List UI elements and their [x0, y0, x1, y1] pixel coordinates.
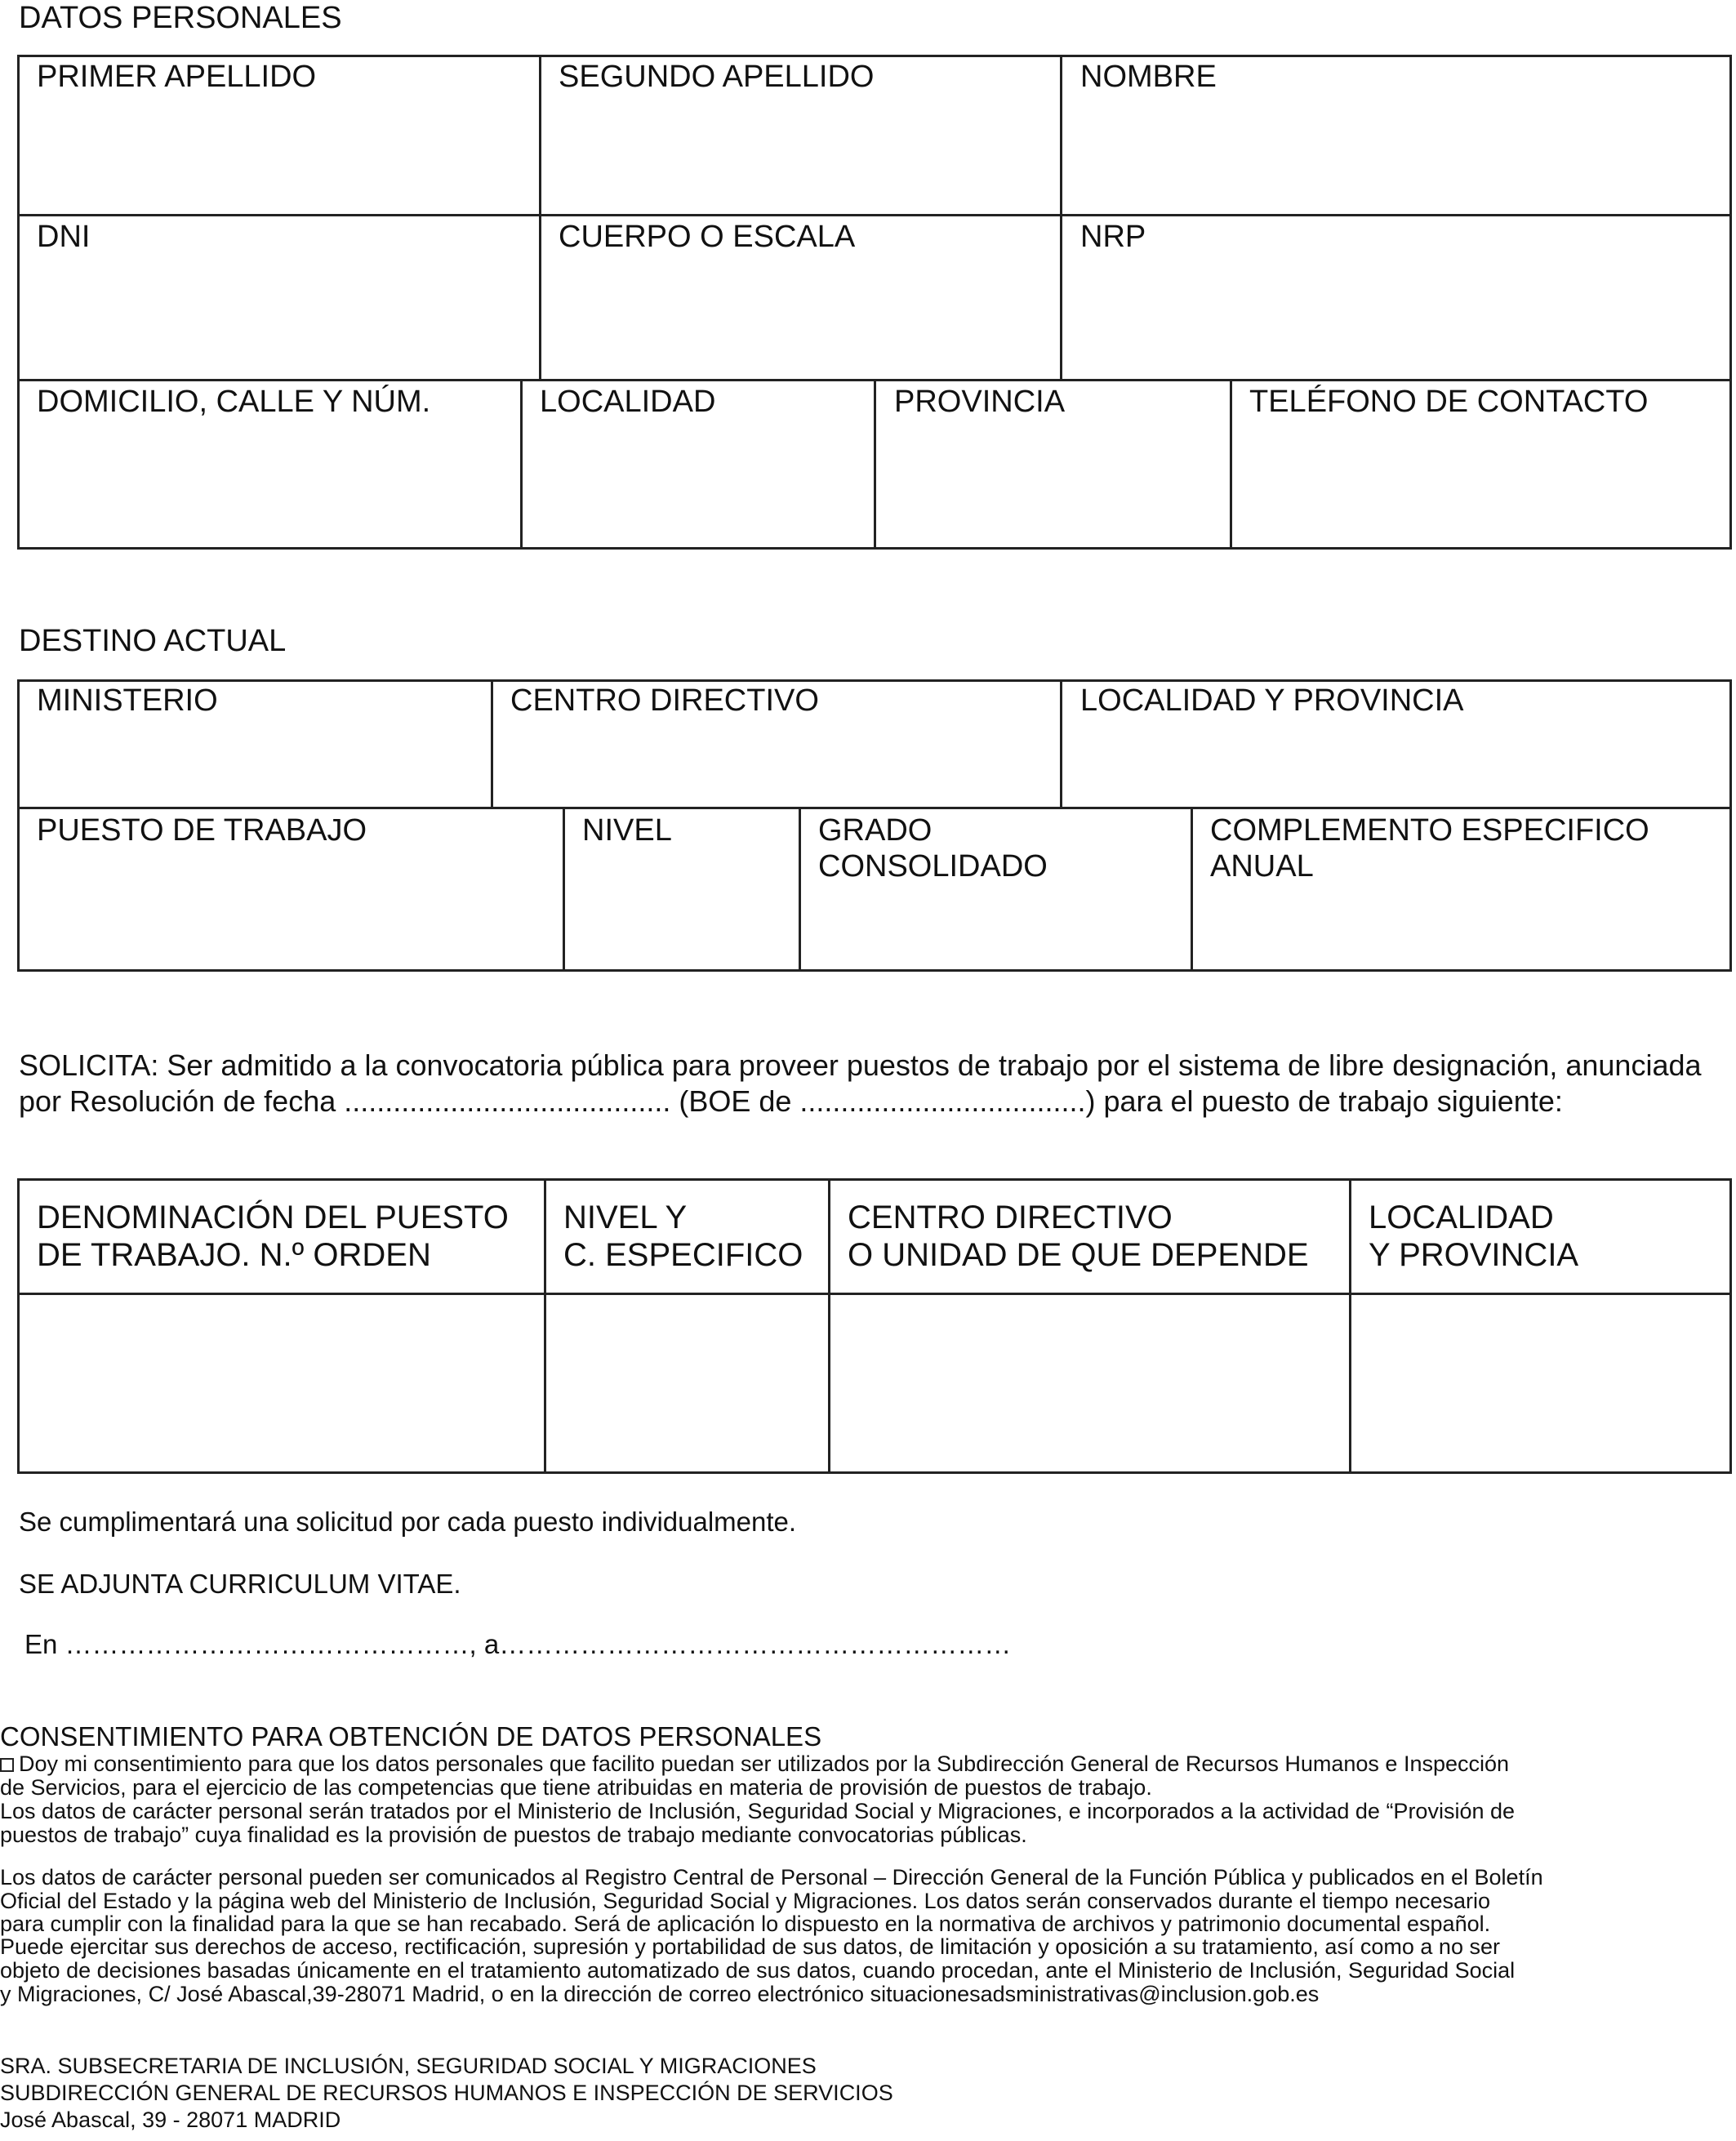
consent-paragraph2-line: para cumplir con la finalidad para la que se han recabado. Será de aplicación lo dispuesto en la normativa de archivos y patrimonio documental español.: [0, 1912, 1491, 1936]
col-divider: [491, 679, 493, 808]
field-complemento-label-line2: ANUAL: [1210, 849, 1314, 884]
col-divider: [874, 379, 876, 550]
field-complemento-label-line1: COMPLEMENTO ESPECIFICO: [1210, 813, 1649, 848]
field-localidad-provincia-label: LOCALIDAD Y PROVINCIA: [1080, 683, 1464, 718]
consent-checkbox-label: Doy mi consentimiento para que los datos personales que facilito puedan ser utilizados por la Subdirección General de Recursos Humanos e Inspección: [19, 1752, 1510, 1776]
header-denominacion-line1: DENOMINACIÓN DEL PUESTO: [37, 1200, 509, 1235]
field-provincia-label: PROVINCIA: [894, 385, 1066, 419]
field-puesto-trabajo-label: PUESTO DE TRABAJO: [37, 813, 367, 848]
consent-paragraph2-line: Oficial del Estado y la página web del Ministerio de Inclusión, Seguridad Social y Migraciones. Los datos serán conservados durante el tiempo necesario: [0, 1889, 1491, 1913]
field-nrp-label: NRP: [1080, 220, 1146, 254]
consent-checkbox-label-cont: de Servicios, para el ejercicio de las competencias que tiene atribuidas en materia de provisión de puestos de trabajo.: [0, 1775, 1152, 1800]
field-grado-label-line2: CONSOLIDADO: [818, 849, 1048, 884]
note-cumplimentar: Se cumplimentará una solicitud por cada puesto individualmente.: [19, 1507, 797, 1537]
field-domicilio-label: DOMICILIO, CALLE Y NÚM.: [37, 385, 431, 419]
field-ministerio-label: MINISTERIO: [37, 683, 218, 718]
addressee-line1: SRA. SUBSECRETARIA DE INCLUSIÓN, SEGURIDAD SOCIAL Y MIGRACIONES: [0, 2054, 817, 2078]
addressee-line2: SUBDIRECCIÓN GENERAL DE RECURSOS HUMANOS E INSPECCIÓN DE SERVICIOS: [0, 2081, 893, 2105]
note-adjunta-cv: SE ADJUNTA CURRICULUM VITAE.: [19, 1569, 461, 1599]
header-nivel-line1: NIVEL Y: [563, 1200, 688, 1235]
consent-paragraph2-line: objeto de decisiones basadas únicamente en el tratamiento automatizado de sus datos, cuando procedan, ante el Ministerio de Inclusión, Seguridad Social: [0, 1958, 1516, 1983]
field-nombre-label: NOMBRE: [1080, 60, 1217, 94]
field-localidad-label: LOCALIDAD: [540, 385, 716, 419]
col-divider: [1230, 379, 1232, 550]
field-primer-apellido-label: PRIMER APELLIDO: [37, 60, 317, 94]
consent-paragraph2-line: Los datos de carácter personal pueden ser comunicados al Registro Central de Personal – Dirección General de la Función Pública y publicados en el Boletín: [0, 1865, 1543, 1890]
col-divider: [1060, 679, 1062, 808]
col-divider: [563, 807, 565, 972]
field-telefono-label: TELÉFONO DE CONTACTO: [1249, 385, 1649, 419]
col-divider: [1060, 55, 1062, 381]
field-segundo-apellido-label: SEGUNDO APELLIDO: [559, 60, 875, 94]
col-divider: [544, 1178, 546, 1474]
section-heading-destino-actual: DESTINO ACTUAL: [19, 624, 287, 658]
consent-paragraph2-line: Puede ejercitar sus derechos de acceso, rectificación, supresión y portabilidad de sus datos, de limitación y oposición a su tratamiento, así como a no ser: [0, 1934, 1500, 1959]
col-divider: [539, 55, 541, 381]
col-divider: [1191, 807, 1193, 972]
header-centro-line1: CENTRO DIRECTIVO: [848, 1200, 1173, 1235]
field-centro-directivo-label: CENTRO DIRECTIVO: [510, 683, 819, 718]
consent-paragraph1-line1: Los datos de carácter personal serán tratados por el Ministerio de Inclusión, Seguridad Social y Migraciones, e incorporados a la actividad de “Provisión de: [0, 1799, 1516, 1823]
field-nivel-label: NIVEL: [582, 813, 672, 848]
consent-paragraph2-line: y Migraciones, C/ José Abascal,39-28071 Madrid, o en la dirección de correo electrónico situacionesadsministrativas@inclusion.gob.es: [0, 1982, 1320, 2006]
col-divider: [799, 807, 801, 972]
col-divider: [520, 379, 523, 550]
consent-checkbox-row[interactable]: [0, 1752, 1509, 1776]
header-centro-line2: O UNIDAD DE QUE DEPENDE: [848, 1237, 1309, 1273]
place-date-line: En ………………………………………, a…………………………………………………: [24, 1629, 1012, 1659]
header-denominacion-line2: DE TRABAJO. N.º ORDEN: [37, 1237, 431, 1273]
col-divider: [828, 1178, 830, 1474]
solicita-text-line2: por Resolución de fecha ........................................ (BOE de ...................................) para el puesto de trabajo siguiente:: [19, 1084, 1563, 1118]
addressee-line3: José Abascal, 39 - 28071 MADRID: [0, 2108, 341, 2132]
col-divider: [1349, 1178, 1351, 1474]
header-localidad-line2: Y PROVINCIA: [1369, 1237, 1579, 1273]
section-heading-datos-personales: DATOS PERSONALES: [19, 1, 342, 35]
solicita-text-line1: SOLICITA: Ser admitido a la convocatoria pública para proveer puestos de trabajo por el sistema de libre designación, anunciada: [19, 1048, 1702, 1082]
row-divider: [17, 1293, 1732, 1295]
field-dni-label: DNI: [37, 220, 91, 254]
row-divider: [17, 214, 1732, 216]
row-divider: [17, 807, 1732, 809]
field-grado-label-line1: GRADO: [818, 813, 933, 848]
consent-paragraph1-line2: puestos de trabajo” cuya finalidad es la provisión de puestos de trabajo mediante convocatorias públicas.: [0, 1823, 1027, 1847]
consent-heading: CONSENTIMIENTO PARA OBTENCIÓN DE DATOS PERSONALES: [0, 1721, 822, 1752]
consent-checkbox[interactable]: [0, 1758, 14, 1772]
field-cuerpo-escala-label: CUERPO O ESCALA: [559, 220, 856, 254]
header-nivel-line2: C. ESPECIFICO: [563, 1237, 803, 1273]
header-localidad-line1: LOCALIDAD: [1369, 1200, 1554, 1235]
